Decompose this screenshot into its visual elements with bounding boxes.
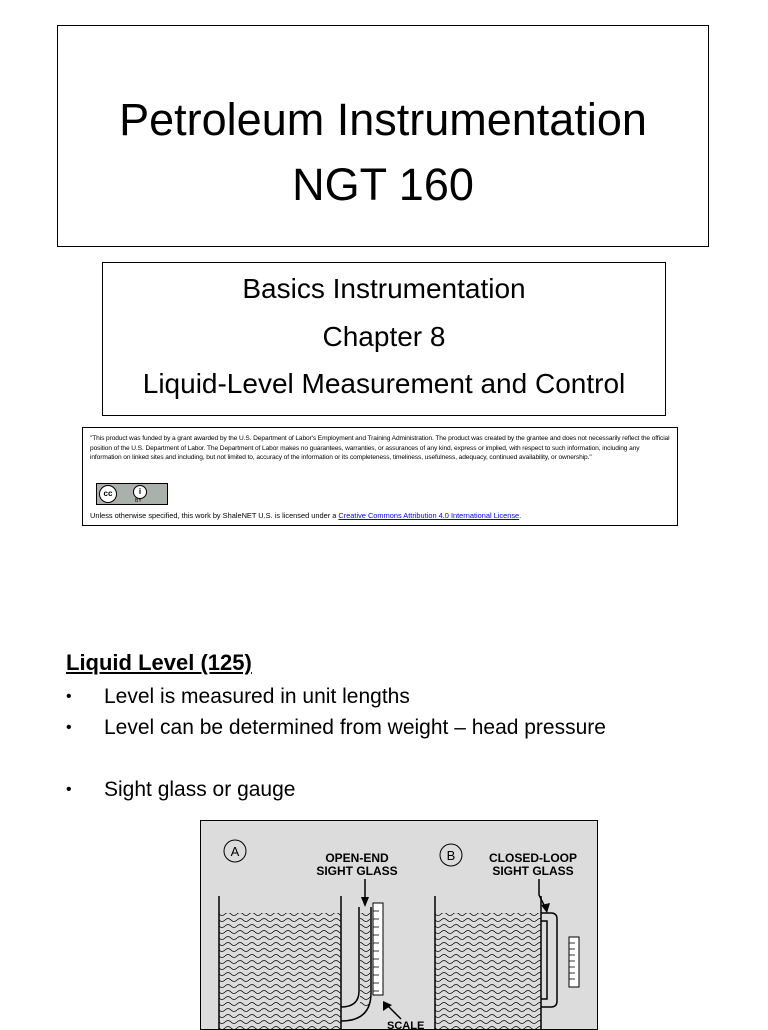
arrow-b [539,879,545,907]
tank-a-liquid [219,913,341,1030]
bullet-glyph: • [66,688,72,705]
by-icon: i [133,485,147,499]
closed-loop-outer [541,913,557,1007]
bullet-text: Level is measured in unit lengths [104,685,410,708]
sight-glass-figure [200,820,598,1030]
license-notice-prefix: Unless otherwise specified, this work by ShaleNET U.S. is licensed under a [90,511,339,520]
bullet-text: Sight glass or gauge [104,778,296,801]
bullet-glyph: • [66,719,72,736]
subtitle-box [102,262,666,416]
subtitle-line-1: Basics Instrumentation [242,273,526,304]
cc-icon: cc [99,485,117,503]
b-caption-1: CLOSED-LOOP [488,851,578,865]
subtitle-line-3: Liquid-Level Measurement and Control [142,368,626,399]
tube-a-liquid [360,913,370,1008]
cc-by-badge[interactable] [96,483,168,505]
by-label: BY [135,498,142,504]
section-heading: Liquid Level (125) [66,650,252,675]
tank-b-liquid [435,913,541,1030]
scale-b [569,937,579,987]
arrow-b-head [541,903,550,913]
license-notice-suffix: . [519,511,522,520]
a-caption-2: SIGHT GLASS [316,864,398,878]
license-notice [90,511,521,520]
bullet-text: Level can be determined from weight – head pressure [104,716,606,739]
license-box [82,427,678,526]
sight-glass-diagram [201,821,598,1030]
license-link[interactable]: Creative Commons Attribution 4.0 International License [338,511,520,520]
closed-loop-inner [541,921,547,999]
license-disclaimer: "This product was funded by a grant awarded by the U.S. Department of Labor's Employment and Training Administration. The product was created by the grantee and does not necessarily reflect the official position of the U.S. Department of Labor. The Department of Labor makes no guarantees, warranties, or assurances of any kind, express or implied, with respect to such information, including any information on linked sites and including, but not limited to, accuracy of the information or its completeness, timeliness, usefulness, adequacy, continued availability, or ownership." [90,435,670,462]
title-line-2: NGT 160 [292,159,474,210]
bullet-glyph: • [66,781,72,798]
label-a: A [230,844,240,859]
title-line-1: Petroleum Instrumentation [119,94,647,145]
scale-label: SCALE [387,1020,425,1030]
a-caption-1: OPEN-END [325,851,389,865]
scale-a [373,903,383,995]
b-caption-2: SIGHT GLASS [492,864,574,878]
title-box [57,25,709,247]
subtitle-line-2: Chapter 8 [322,321,446,352]
arrow-a-head [361,897,369,907]
label-b: B [446,848,456,863]
